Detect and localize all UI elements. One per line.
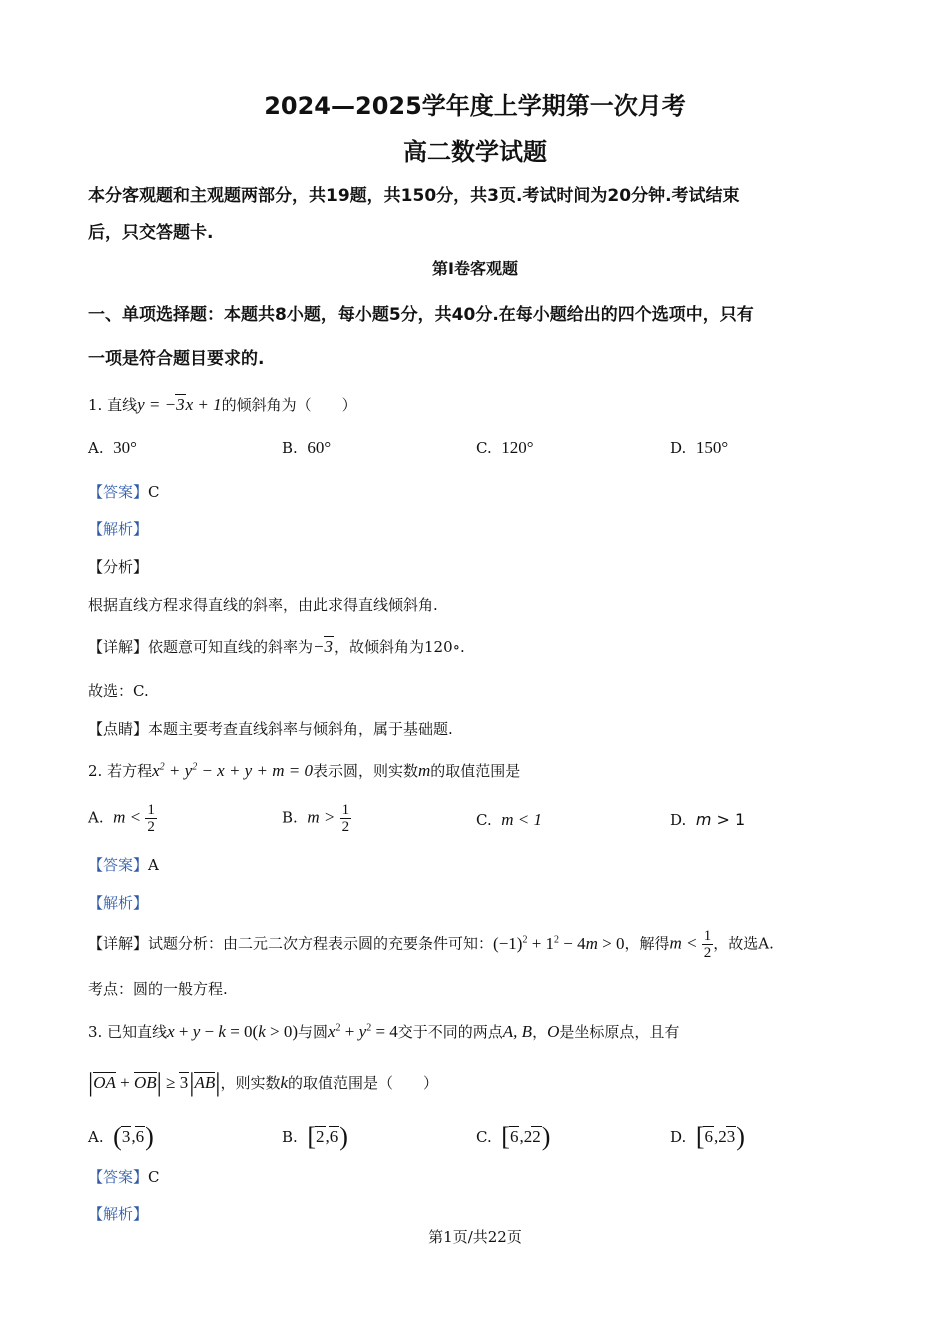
q3-stem-line-2: |OA + OB| ≥ 3|AB|，则实数k的取值范围是（ ） [88, 1068, 439, 1097]
q1-option-a: A. 30° [88, 438, 137, 457]
q1-choose: 故选：C. [88, 682, 149, 700]
q1-analysis-tag: 【解析】 [88, 520, 149, 538]
section1-line-2: 一项是符合题目要求的. [88, 349, 265, 369]
section1-line-1: 一、单项选择题：本题共8小题，每小题5分，共40分.在每小题给出的四个选项中，只有 [88, 305, 754, 325]
q1-comment: 【点睛】本题主要考查直线斜率与倾斜角，属于基础题. [88, 720, 453, 738]
q1-fenxi-text: 根据直线方程求得直线的斜率，由此求得直线倾斜角. [88, 596, 438, 614]
q1-answer: 【答案】C [88, 483, 160, 501]
q3-analysis-tag: 【解析】 [88, 1205, 149, 1223]
q1-option-b: B. 60° [282, 438, 332, 457]
q1-fenxi-tag: 【分析】 [88, 558, 149, 576]
q1-option-d: D. 150° [670, 438, 729, 457]
q2-kaodian: 考点：圆的一般方程. [88, 980, 228, 998]
page-footer: 第1页/共22页 [428, 1228, 522, 1246]
q1-stem-pre: 直线 [107, 396, 138, 414]
q2-analysis-tag: 【解析】 [88, 894, 149, 912]
q3-option-b: B. [2,6) [282, 1122, 348, 1151]
q2-option-c: C. m < 1 [476, 810, 543, 829]
q2-option-b: B. m > $\frac{1}{2}$ [282, 802, 350, 835]
q1-stem-post: 的倾斜角为（ ） [221, 396, 357, 414]
intro-line-2: 后，只交答题卡. [88, 223, 214, 243]
q3-option-a: A. (3,6) [88, 1122, 154, 1151]
q1-stem [88, 394, 357, 415]
q2-option-a: A. m < $\frac{1}{2}$ [88, 802, 155, 835]
answer-tag: 【答案】 [88, 483, 149, 501]
q2-answer: 【答案】A [88, 856, 159, 874]
q1-number: 1. [88, 396, 103, 414]
q2-stem: 2. 若方程$x^2 + y^2 - x + y + m = 0$表示圆，则实数m的取值范围是 [88, 761, 521, 780]
q1-detail: 【详解】依题意可知直线的斜率为−3，故倾斜角为120∘. [88, 637, 465, 656]
q1-option-c: C. 120° [476, 438, 534, 457]
exam-subtitle: 高二数学试题 [403, 138, 547, 166]
q3-option-d: D. [6,23) [670, 1122, 745, 1151]
intro-line-1: 本分客观题和主观题两部分，共19题，共150分，共3页.考试时间为20分钟.考试结束 [88, 186, 740, 206]
section-volume-heading: 第I卷客观题 [432, 259, 518, 278]
q1-stem-math: y = −3x + 1 [137, 395, 222, 414]
q3-answer: 【答案】C [88, 1168, 160, 1186]
exam-title: 2024—2025学年度上学期第一次月考 [264, 92, 686, 120]
q3-stem-line-1: 3. 已知直线x + y − k = 0(k > 0)与圆$x^2 + y^2 = 4$交于不同的两点A, B，O是坐标原点，且有 [88, 1022, 680, 1041]
q2-option-d: D. m > 1 [670, 810, 746, 829]
q3-option-c: C. [6,22) [476, 1122, 551, 1151]
q2-detail: 【详解】试题分析：由二元二次方程表示圆的充要条件可知：$(-1)^2 + 1^2 - 4m > 0$，解得m < $\frac{1}{2}$ ，故选A. [88, 928, 774, 961]
